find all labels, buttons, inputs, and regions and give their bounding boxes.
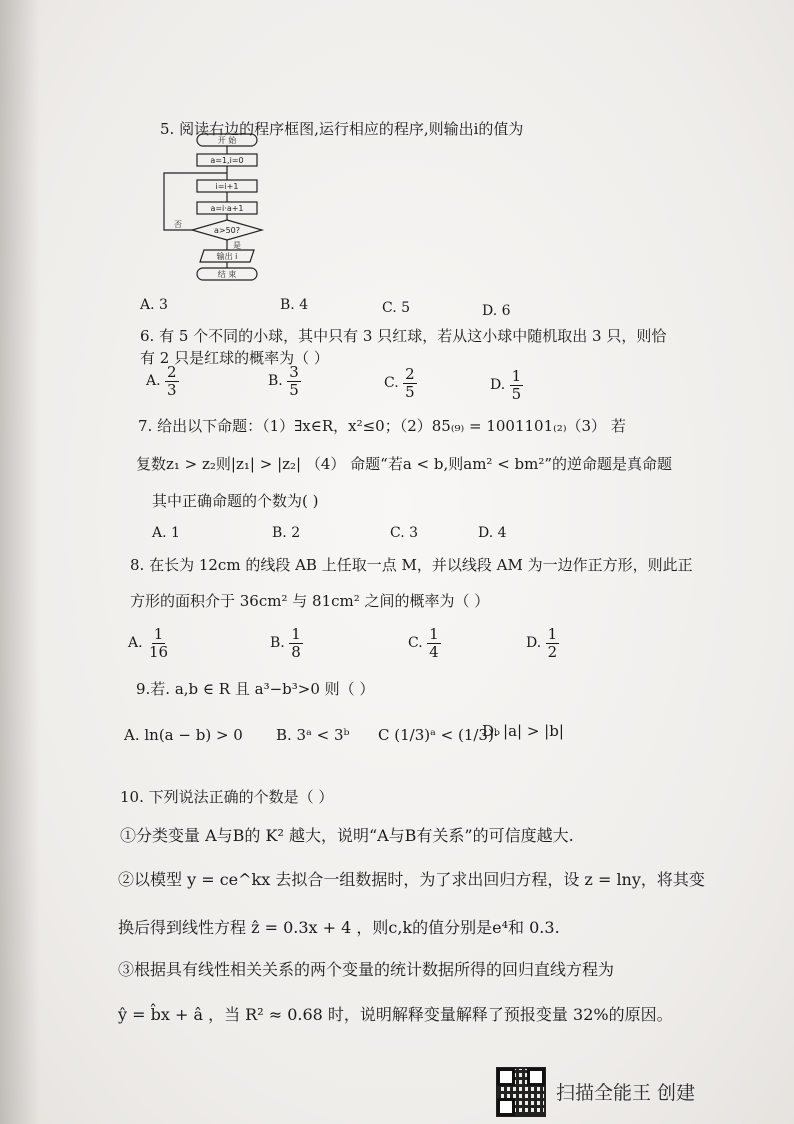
flow-cond-text: a>50? (213, 226, 241, 235)
q7-choice-a: A. 1 (152, 525, 180, 541)
q9-choice-d: D. |a| > |b| (482, 722, 564, 740)
q8-choice-a: A. $\frac{1}{16}$ (128, 625, 169, 661)
scan-edge-shadow (0, 0, 40, 1124)
flow-step1-text: i=i+1 (215, 182, 239, 191)
scanner-watermark: 扫描全能王 创建 (556, 1082, 696, 1104)
q6-choice-a: A. $\frac{2}{3}$ (146, 363, 177, 399)
q9-choice-c: C (1/3)ᵃ < (1/3)ᵇ (378, 726, 500, 744)
q9-choice-a: A. ln(a − b) > 0 (124, 726, 243, 744)
q7-line3: 其中正确命题的个数为( ) (152, 492, 319, 510)
q10-item3b: ŷ = b̂x + â ，当 R² ≈ 0.68 时，说明解释变量解释了预报变量 32%的原因。 (118, 1005, 673, 1024)
program-flowchart (152, 132, 292, 282)
q10-item2: ②以模型 y = ce^kx 去拟合一组数据时，为了求出回归方程，设 z = lny，将其变 (118, 870, 705, 889)
qr-code-icon (496, 1067, 546, 1117)
q5-choice-a: A. 3 (140, 297, 168, 313)
q10-item2b: 换后得到线性方程 ẑ = 0.3x + 4 ，则c,k的值分别是e⁴和 0.3. (118, 918, 560, 937)
q7-choice-c: C. 3 (390, 525, 419, 541)
q5-choice-c: C. 5 (382, 300, 411, 316)
q8-choice-d: D. $\frac{1}{2}$ (526, 625, 558, 661)
flow-no-text: 否 (174, 220, 182, 229)
flow-init-text: a=1,i=0 (210, 156, 244, 165)
q10-line1: 10. 下列说法正确的个数是（ ） (120, 788, 334, 806)
q8-choice-c: C. $\frac{1}{4}$ (408, 625, 439, 661)
q5-choice-d: D. 6 (482, 303, 511, 319)
q8-line1: 8. 在长为 12cm 的线段 AB 上任取一点 M，并以线段 AM 为一边作正方形，则此正 (130, 556, 693, 574)
q9-line1: 9.若. a,b ∈ R 且 a³−b³>0 则（ ） (136, 680, 375, 698)
q10-item3: ③根据具有线性相关关系的两个变量的统计数据所得的回归直线方程为 (118, 960, 615, 979)
q6-choice-b: B. $\frac{3}{5}$ (268, 363, 299, 399)
flow-start-text: 开 始 (217, 136, 237, 145)
q7-choice-b: B. 2 (272, 525, 301, 541)
q8-line2: 方形的面积介于 36cm² 与 81cm² 之间的概率为（ ） (130, 592, 490, 610)
q6-choice-c: C. $\frac{2}{5}$ (384, 365, 415, 401)
q6-choice-d: D. $\frac{1}{5}$ (490, 367, 522, 403)
flow-output-text: 输出 i (216, 252, 238, 261)
q6-line2: 有 2 只是红球的概率为（ ） (140, 349, 329, 367)
q7-line2: 复数z₁ > z₂则|z₁| > |z₂| （4） 命题“若a < b,则am² < bm²”的逆命题是真命题 (136, 455, 673, 473)
q5-text: 5. 阅读右边的程序框图,运行相应的程序,则输出i的值为 (160, 120, 524, 138)
q8-choice-b: B. $\frac{1}{8}$ (270, 625, 301, 661)
q7-choice-d: D. 4 (478, 525, 507, 541)
q10-item1: ①分类变量 A与B的 K² 越大，说明“A与B有关系”的可信度越大. (120, 826, 574, 845)
flow-yes-text: 是 (233, 241, 241, 250)
q7-line1: 7. 给出以下命题：（1）∃x∈R，x²≤0；（2）85₍₉₎ = 1001101₍₂₎（3） 若 (138, 417, 626, 435)
q9-choice-b: B. 3ᵃ < 3ᵇ (276, 726, 350, 744)
flow-end-text: 结 束 (217, 270, 237, 279)
q5-choice-b: B. 4 (280, 297, 309, 313)
q6-line1: 6. 有 5 个不同的小球，其中只有 3 只红球，若从这小球中随机取出 3 只，则恰 (140, 327, 667, 345)
flow-step2-text: a=i·a+1 (210, 204, 244, 213)
